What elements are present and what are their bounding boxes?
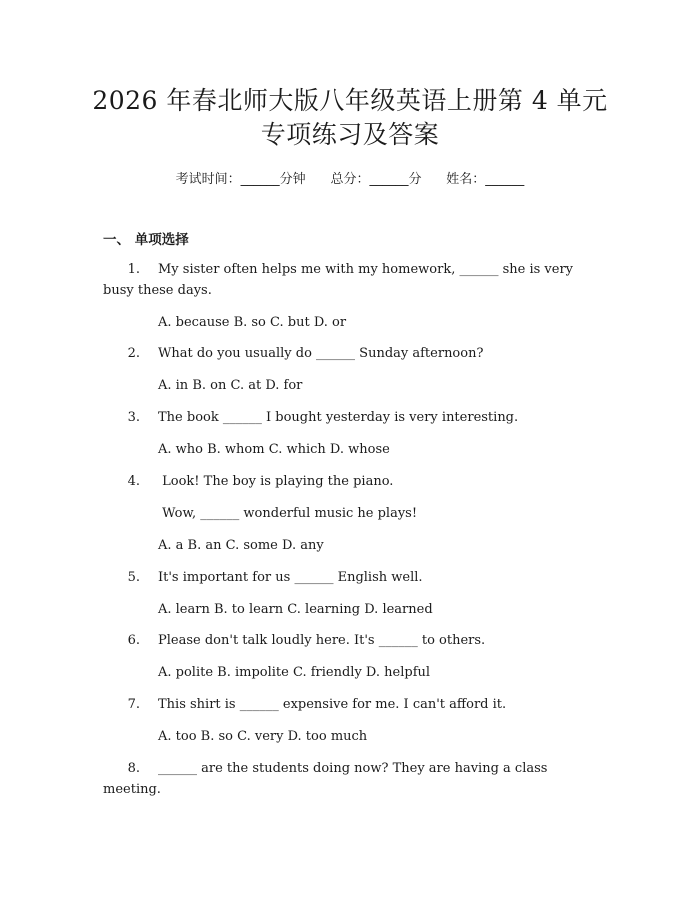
question-number: 8. <box>127 761 140 776</box>
question-options: A. too B. so C. very D. too much <box>158 729 368 744</box>
question-stem: It's important for us ______ English well. <box>158 570 423 585</box>
question-stem-continued: busy these days. <box>103 283 212 298</box>
question-stem: My sister often helps me with my homework, ______ she is very <box>158 262 574 277</box>
question-stem: Look! The boy is playing the piano. <box>158 474 394 489</box>
question-options: A. because B. so C. but D. or <box>158 315 347 330</box>
document-title-line-1: 2026 年春北师大版八年级英语上册第 4 单元 <box>92 86 608 115</box>
question-number: 2. <box>127 346 140 361</box>
question-stem: What do you usually do ______ Sunday afternoon? <box>158 346 484 361</box>
question-stem-line-2: Wow, ______ wonderful music he plays! <box>158 506 418 521</box>
question-number: 6. <box>127 633 140 648</box>
question-number: 1. <box>127 262 140 277</box>
question-number: 3. <box>127 410 140 425</box>
question-options: A. learn B. to learn C. learning D. learned <box>158 602 433 617</box>
document-title-line-2: 专项练习及答案 <box>260 120 440 149</box>
question-stem: Please don't talk loudly here. It's ______ to others. <box>158 633 486 648</box>
section-heading: 一、 单项选择 <box>103 232 189 248</box>
exam-info <box>0 168 700 187</box>
question-stem-continued: meeting. <box>103 782 161 797</box>
question-options: A. who B. whom C. which D. whose <box>158 442 390 457</box>
question-options: A. in B. on C. at D. for <box>158 378 303 393</box>
question-options: A. a B. an C. some D. any <box>158 538 324 553</box>
exam-name: 姓名：______ <box>446 172 525 187</box>
question-number: 5. <box>127 570 140 585</box>
question-number: 7. <box>127 697 140 712</box>
exam-time: 考试时间：______分钟 <box>175 172 306 187</box>
exam-score: 总分：______分 <box>330 172 422 187</box>
question-stem: This shirt is ______ expensive for me. I can't afford it. <box>158 697 507 712</box>
question-stem: The book ______ I bought yesterday is very interesting. <box>158 410 519 425</box>
question-options: A. polite B. impolite C. friendly D. helpful <box>158 665 431 680</box>
question-number: 4. <box>127 474 140 489</box>
question-stem: ______ are the students doing now? They are having a class <box>158 761 548 776</box>
